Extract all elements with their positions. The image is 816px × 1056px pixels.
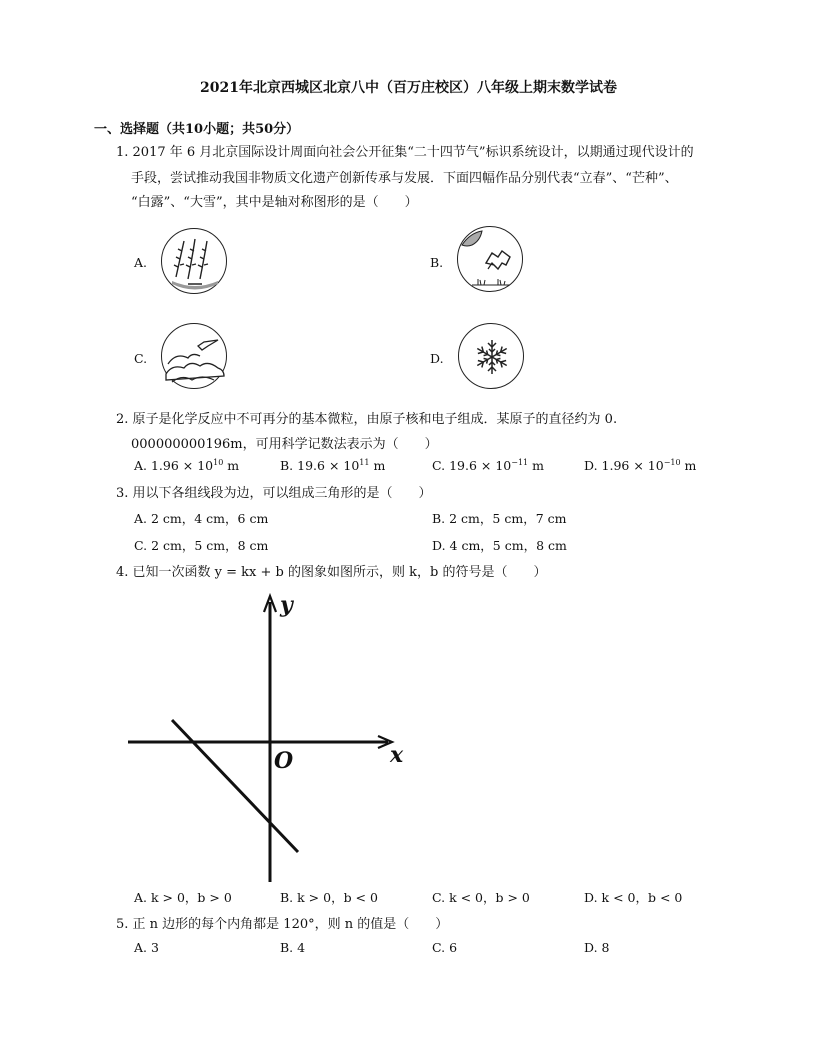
q1-option-b-label[interactable]: B.: [430, 255, 444, 270]
q2-option-b[interactable]: [280, 458, 385, 473]
q4-line: 4. 已知一次函数 y = kx + b 的图象如图所示，则 k，b 的符号是（ ）: [116, 565, 547, 580]
bailu-emblem-icon: [161, 323, 227, 389]
q3-option-b[interactable]: B. 2 cm，5 cm，7 cm: [432, 511, 567, 526]
q3-option-a[interactable]: A. 2 cm，4 cm，6 cm: [134, 511, 269, 526]
q2-option-d-unit: m: [680, 458, 697, 474]
q4-option-d[interactable]: D. k < 0，b < 0: [584, 890, 683, 905]
q2-option-c-exponent: −11: [511, 458, 529, 467]
mangzhong-emblem-icon: [457, 226, 523, 292]
y-axis-label: y: [280, 592, 293, 618]
q5-option-b[interactable]: B. 4: [280, 940, 306, 955]
q5-option-d[interactable]: D. 8: [584, 940, 610, 955]
q4-option-a[interactable]: A. k > 0，b > 0: [134, 890, 232, 905]
q2-line-2: 000000000196m，可用科学记数法表示为（ ）: [131, 437, 438, 452]
q2-option-d-exponent: −10: [663, 458, 681, 467]
q2-option-b-base: B. 19.6 × 10: [280, 458, 360, 474]
q5-option-c[interactable]: C. 6: [432, 940, 458, 955]
daxue-snowflake-icon: [458, 323, 524, 389]
q2-option-a-unit: m: [223, 458, 240, 474]
q5-option-a[interactable]: A. 3: [134, 940, 159, 955]
q4-option-b[interactable]: B. k > 0，b < 0: [280, 890, 378, 905]
q3-line: 3. 用以下各组线段为边，可以组成三角形的是（ ）: [116, 486, 432, 501]
q2-option-a-exponent: 10: [213, 458, 224, 467]
q3-option-c[interactable]: C. 2 cm，5 cm，8 cm: [134, 538, 269, 553]
q4-option-c[interactable]: C. k < 0，b > 0: [432, 890, 530, 905]
q2-option-c-unit: m: [528, 458, 544, 474]
q3-option-d[interactable]: D. 4 cm，5 cm，8 cm: [432, 538, 567, 553]
section-heading: 一、选择题（共10小题；共50分）: [94, 122, 300, 137]
q2-line-1: 2. 原子是化学反应中不可再分的基本微粒，由原子核和电子组成．某原子的直径约为 0.: [116, 412, 618, 427]
origin-label: O: [274, 748, 294, 774]
q2-option-b-unit: m: [369, 458, 386, 474]
q1-line-3: “白露”、“大雪”，其中是轴对称图形的是（ ）: [131, 195, 418, 210]
q2-option-a-base: A. 1.96 × 10: [134, 458, 214, 474]
q2-option-d[interactable]: [584, 458, 696, 473]
x-axis-label: x: [390, 742, 404, 768]
q1-option-a-label[interactable]: A.: [134, 255, 148, 270]
q2-option-b-exponent: 11: [359, 458, 370, 467]
q2-option-c-base: C. 19.6 × 10: [432, 458, 512, 474]
lichun-emblem-icon: [161, 228, 227, 294]
page-title: 2021年北京西城区北京八中（百万庄校区）八年级上期末数学试卷: [200, 80, 617, 96]
q2-option-d-base: D. 1.96 × 10: [584, 458, 664, 474]
q5-line: 5. 正 n 边形的每个内角都是 120°，则 n 的值是（ ）: [116, 917, 449, 932]
linear-function-graph: [120, 590, 420, 890]
q1-line-2: 手段，尝试推动我国非物质文化遗产创新传承与发展．下面四幅作品分别代表“立春”、“芒种”、: [131, 171, 678, 186]
q1-line-1: 1. 2017 年 6 月北京国际设计周面向社会公开征集“二十四节气”标识系统设计，以期通过现代设计的: [116, 145, 694, 160]
q2-option-c[interactable]: [432, 458, 544, 473]
q2-option-a[interactable]: [134, 458, 239, 473]
q1-option-c-label[interactable]: C.: [134, 351, 148, 366]
q1-option-d-label[interactable]: D.: [430, 351, 444, 366]
